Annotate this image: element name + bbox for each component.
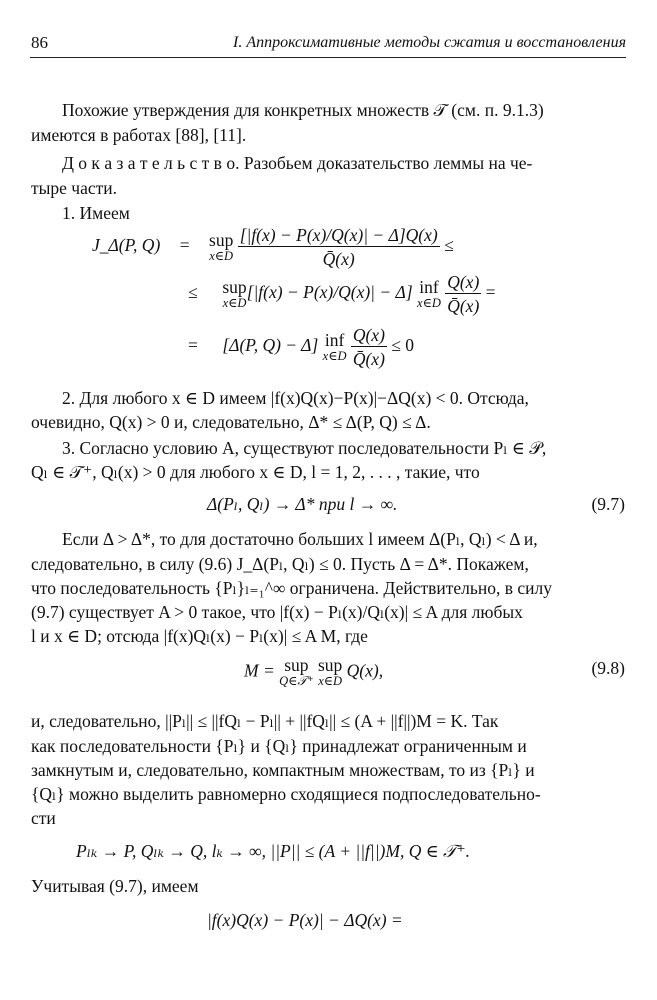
text-line: как последовательности {Pₗ} и {Qₗ} принадлежат ограниченным и: [31, 736, 527, 756]
text-line: {Qₗ} можно выделить равномерно сходящиеся подпоследовательно-: [31, 784, 541, 804]
text-line: (9.7) существует A > 0 такое, что |f(x) − Pₗ(x)/Qₗ(x)| ≤ A для любых: [31, 602, 523, 622]
text-line: следовательно, в силу (9.6) J_Δ(Pₗ, Qₗ) ≤ 0. Пусть Δ = Δ*. Покажем,: [31, 554, 529, 574]
fraction: $\frac{Q(x)}{Q̄(x)}$: [447, 272, 480, 317]
equation-number: (9.7): [591, 494, 625, 514]
sup-operator: sup x∈D: [222, 276, 247, 310]
equation-number: (9.8): [591, 658, 625, 678]
equation-convergence: Pₗₖ → P, Qₗₖ → Q, lₖ → ∞, ||P|| ≤ (A + ||f||)M, Q ∈ 𝒯⁺.: [76, 841, 471, 861]
text-line: Qₗ ∈ 𝒯⁺, Qₗ(x) > 0 для любого x ∈ D, l = 1, 2, . . . , такие, что: [31, 462, 480, 482]
running-title: I. Аппроксимативные методы сжатия и восстановления: [232, 34, 626, 51]
eq-body: [|f(x) − P(x)/Q(x)| − Δ]: [246, 282, 413, 303]
eq-tail: =: [485, 282, 496, 303]
text-line: Если Δ > Δ*, то для достаточно больших l имеем Δ(Pₗ, Qₗ) < Δ и,: [62, 529, 538, 549]
eq-tail: ≤: [444, 235, 454, 256]
eq-lead: ≤: [188, 282, 198, 303]
equation-line-3: [188, 325, 414, 369]
fraction: $\frac{Q(x)}{Q̄(x)}$: [352, 325, 385, 370]
text-line: Учитывая (9.7), имеем: [31, 876, 199, 896]
equation-line-1: [92, 225, 454, 269]
sup-operator: sup x∈D: [209, 229, 234, 263]
text-line: l и x ∈ D; отсюда |f(x)Qₗ(x) − Pₗ(x)| ≤ A M, где: [31, 626, 368, 646]
text-line: имеются в работах [88], [11].: [31, 125, 247, 145]
equation-line-2: [188, 272, 496, 316]
header-rule: [30, 57, 626, 58]
text-line: и, следовательно, ||Pₗ|| ≤ ||fQₗ − Pₗ|| + ||fQₗ|| ≤ (A + ||f||)M = K. Так: [31, 711, 499, 731]
text-line: 1. Имеем: [62, 203, 130, 223]
eq-lead: =: [188, 335, 198, 356]
text-line: что последовательность {Pₗ}ₗ₌₁^∞ ограничена. Действительно, в силу: [31, 578, 553, 598]
text-line: Д о к а з а т е л ь с т в о. Разобьем доказательство леммы на че-: [62, 153, 533, 173]
text-line: тыре части.: [31, 178, 118, 198]
eq-body: [Δ(P, Q) − Δ]: [222, 335, 319, 356]
text-line: замкнутым и, следовательно, компактным множествам, то из {Pₗ} и: [31, 760, 535, 780]
eq-lhs: J_Δ(P, Q): [92, 235, 161, 256]
eq-sign: =: [179, 235, 190, 256]
text-line: 3. Согласно условию А, существуют последовательности Pₗ ∈ 𝒫,: [62, 438, 547, 458]
sup-operator: sup x∈D: [317, 655, 343, 689]
sup-operator: sup Q∈𝒯⁺: [279, 655, 314, 689]
text-line: 2. Для любого x ∈ D имеем |f(x)Q(x)−P(x)|−ΔQ(x) < 0. Отсюда,: [62, 388, 529, 408]
eq-lhs: M =: [244, 660, 275, 681]
inf-operator: inf x∈D: [417, 276, 441, 310]
text-line: очевидно, Q(x) > 0 и, следовательно, Δ* ≤ Δ(P, Q) ≤ Δ.: [31, 412, 431, 432]
equation-final: |f(x)Q(x) − P(x)| − ΔQ(x) =: [207, 910, 403, 930]
text-line: Похожие утверждения для конкретных множеств 𝒯 (см. п. 9.1.3): [62, 100, 544, 120]
text-line: сти: [31, 808, 56, 828]
fraction: $\frac{[|f(x) - P(x)/Q(x)| - \Delta]Q(x)}{Q̄(x)}$: [239, 225, 438, 270]
equation-9-7: Δ(Pₗ, Qₗ) → Δ* при l → ∞.: [207, 494, 398, 514]
eq-tail: ≤ 0: [391, 335, 415, 356]
eq-tail: Q(x),: [346, 660, 384, 681]
equation-9-8: [244, 656, 383, 689]
page-number: 86: [31, 33, 48, 52]
inf-operator: inf x∈D: [322, 329, 347, 363]
